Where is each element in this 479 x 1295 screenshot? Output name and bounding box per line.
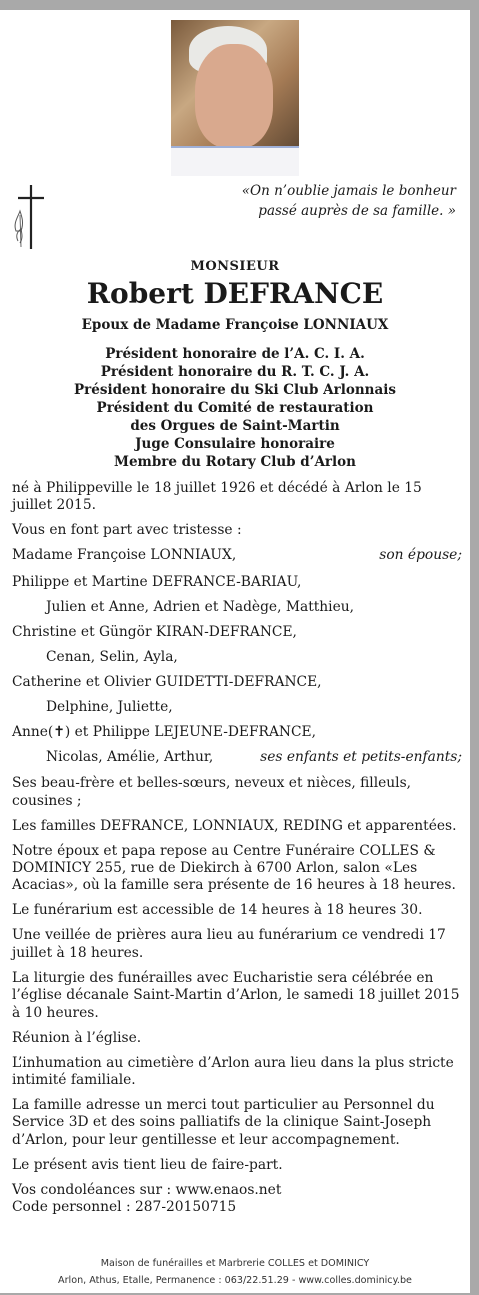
funeral-home-name: Maison de funérailles et Marbrerie COLLES et DOMINICY xyxy=(100,1258,370,1269)
paragraph: La liturgie des funérailles avec Eucharistie sera célébrée en l’église décanale Saint-Martin d’Arlon, le samedi 18 juillet 2015 à 10 heures. xyxy=(12,969,460,1021)
paragraph: Le présent avis tient lieu de faire-part. xyxy=(12,1156,283,1173)
condolences-line: Vos condoléances sur : www.enaos.net xyxy=(12,1181,282,1198)
spouse-line: Epoux de Madame Françoise LONNIAUX xyxy=(81,317,389,333)
portrait-photo xyxy=(171,20,299,176)
deceased-name: Robert DEFRANCE xyxy=(86,277,384,310)
title-line: Président honoraire du R. T. C. J. A. xyxy=(100,364,370,380)
intro-text: Vous en font part avec tristesse : xyxy=(12,522,242,539)
title-line: Juge Consulaire honoraire xyxy=(135,436,335,452)
family-member: Madame Françoise LONNIAUX, xyxy=(12,547,237,564)
cross-icon xyxy=(12,185,46,249)
family-row-spouse xyxy=(12,547,462,564)
paragraph: Une veillée de prières aura lieu au funérarium ce vendredi 17 juillet à 18 heures. xyxy=(12,927,446,961)
grandchildren: Delphine, Juliette, xyxy=(46,698,173,715)
obituary-body xyxy=(12,480,462,1217)
grandchildren: Julien et Anne, Adrien et Nadège, Matthieu, xyxy=(46,598,355,615)
family-member: Catherine et Olivier GUIDETTI-DEFRANCE, xyxy=(12,673,322,690)
title-line: Président du Comité de restauration xyxy=(96,400,374,416)
grandchildren: Nicolas, Amélie, Arthur, xyxy=(46,748,214,765)
titles-block xyxy=(0,345,470,471)
title-line: Membre du Rotary Club d’Arlon xyxy=(114,454,356,470)
relation-label: son épouse; xyxy=(379,547,462,564)
family-member: Philippe et Martine DEFRANCE-BARIAU, xyxy=(12,573,302,590)
family-row-children xyxy=(12,749,462,766)
personal-code: Code personnel : 287-20150715 xyxy=(12,1199,237,1216)
title-line: des Orgues de Saint-Martin xyxy=(130,418,340,434)
salutation: MONSIEUR xyxy=(190,259,280,274)
family-member: Christine et Güngör KIRAN-DEFRANCE, xyxy=(12,623,297,640)
paragraph: L’inhumation au cimetière d’Arlon aura lieu dans la plus stricte intimité familiale. xyxy=(12,1054,454,1089)
funeral-home-contact: Arlon, Athus, Etalle, Permanence : 063/22.51.29 - www.colles.dominicy.be xyxy=(58,1275,412,1286)
paragraph: Les familles DEFRANCE, LONNIAUX, REDING et apparentées. xyxy=(12,817,457,834)
paragraph: Notre époux et papa repose au Centre Funéraire COLLES & DOMINICY 255, rue de Diekirch à 6700 Arlon, salon «Les Acacias», où la famille sera présente de 16 heures à 18 heures. xyxy=(12,842,456,894)
paragraph: La famille adresse un merci tout particulier au Personnel du Service 3D et des soins palliatifs de la clinique Saint-Joseph d’Arlon, pour leur gentillesse et leur accompagnement. xyxy=(12,1097,435,1148)
quote: «On n’oublie jamais le bonheur passé auprès de sa famille. » xyxy=(241,183,456,219)
family-member: Anne(✝) et Philippe LEJEUNE-DEFRANCE, xyxy=(12,723,316,740)
paragraph: Ses beau-frère et belles-sœurs, neveux et nièces, filleuls, cousines ; xyxy=(12,775,412,809)
birth-death-text: né à Philippeville le 18 juillet 1926 et décédé à Arlon le 15 juillet 2015. xyxy=(12,480,422,514)
title-line: Président honoraire de l’A. C. I. A. xyxy=(105,346,365,362)
title-line: Président honoraire du Ski Club Arlonnais xyxy=(74,382,396,398)
relation-label: ses enfants et petits-enfants; xyxy=(260,748,462,765)
paragraph: Réunion à l’église. xyxy=(12,1029,142,1046)
paragraph: Le funérarium est accessible de 14 heures à 18 heures 30. xyxy=(12,902,423,919)
obituary-card xyxy=(0,10,470,1293)
grandchildren: Cenan, Selin, Ayla, xyxy=(46,648,178,665)
